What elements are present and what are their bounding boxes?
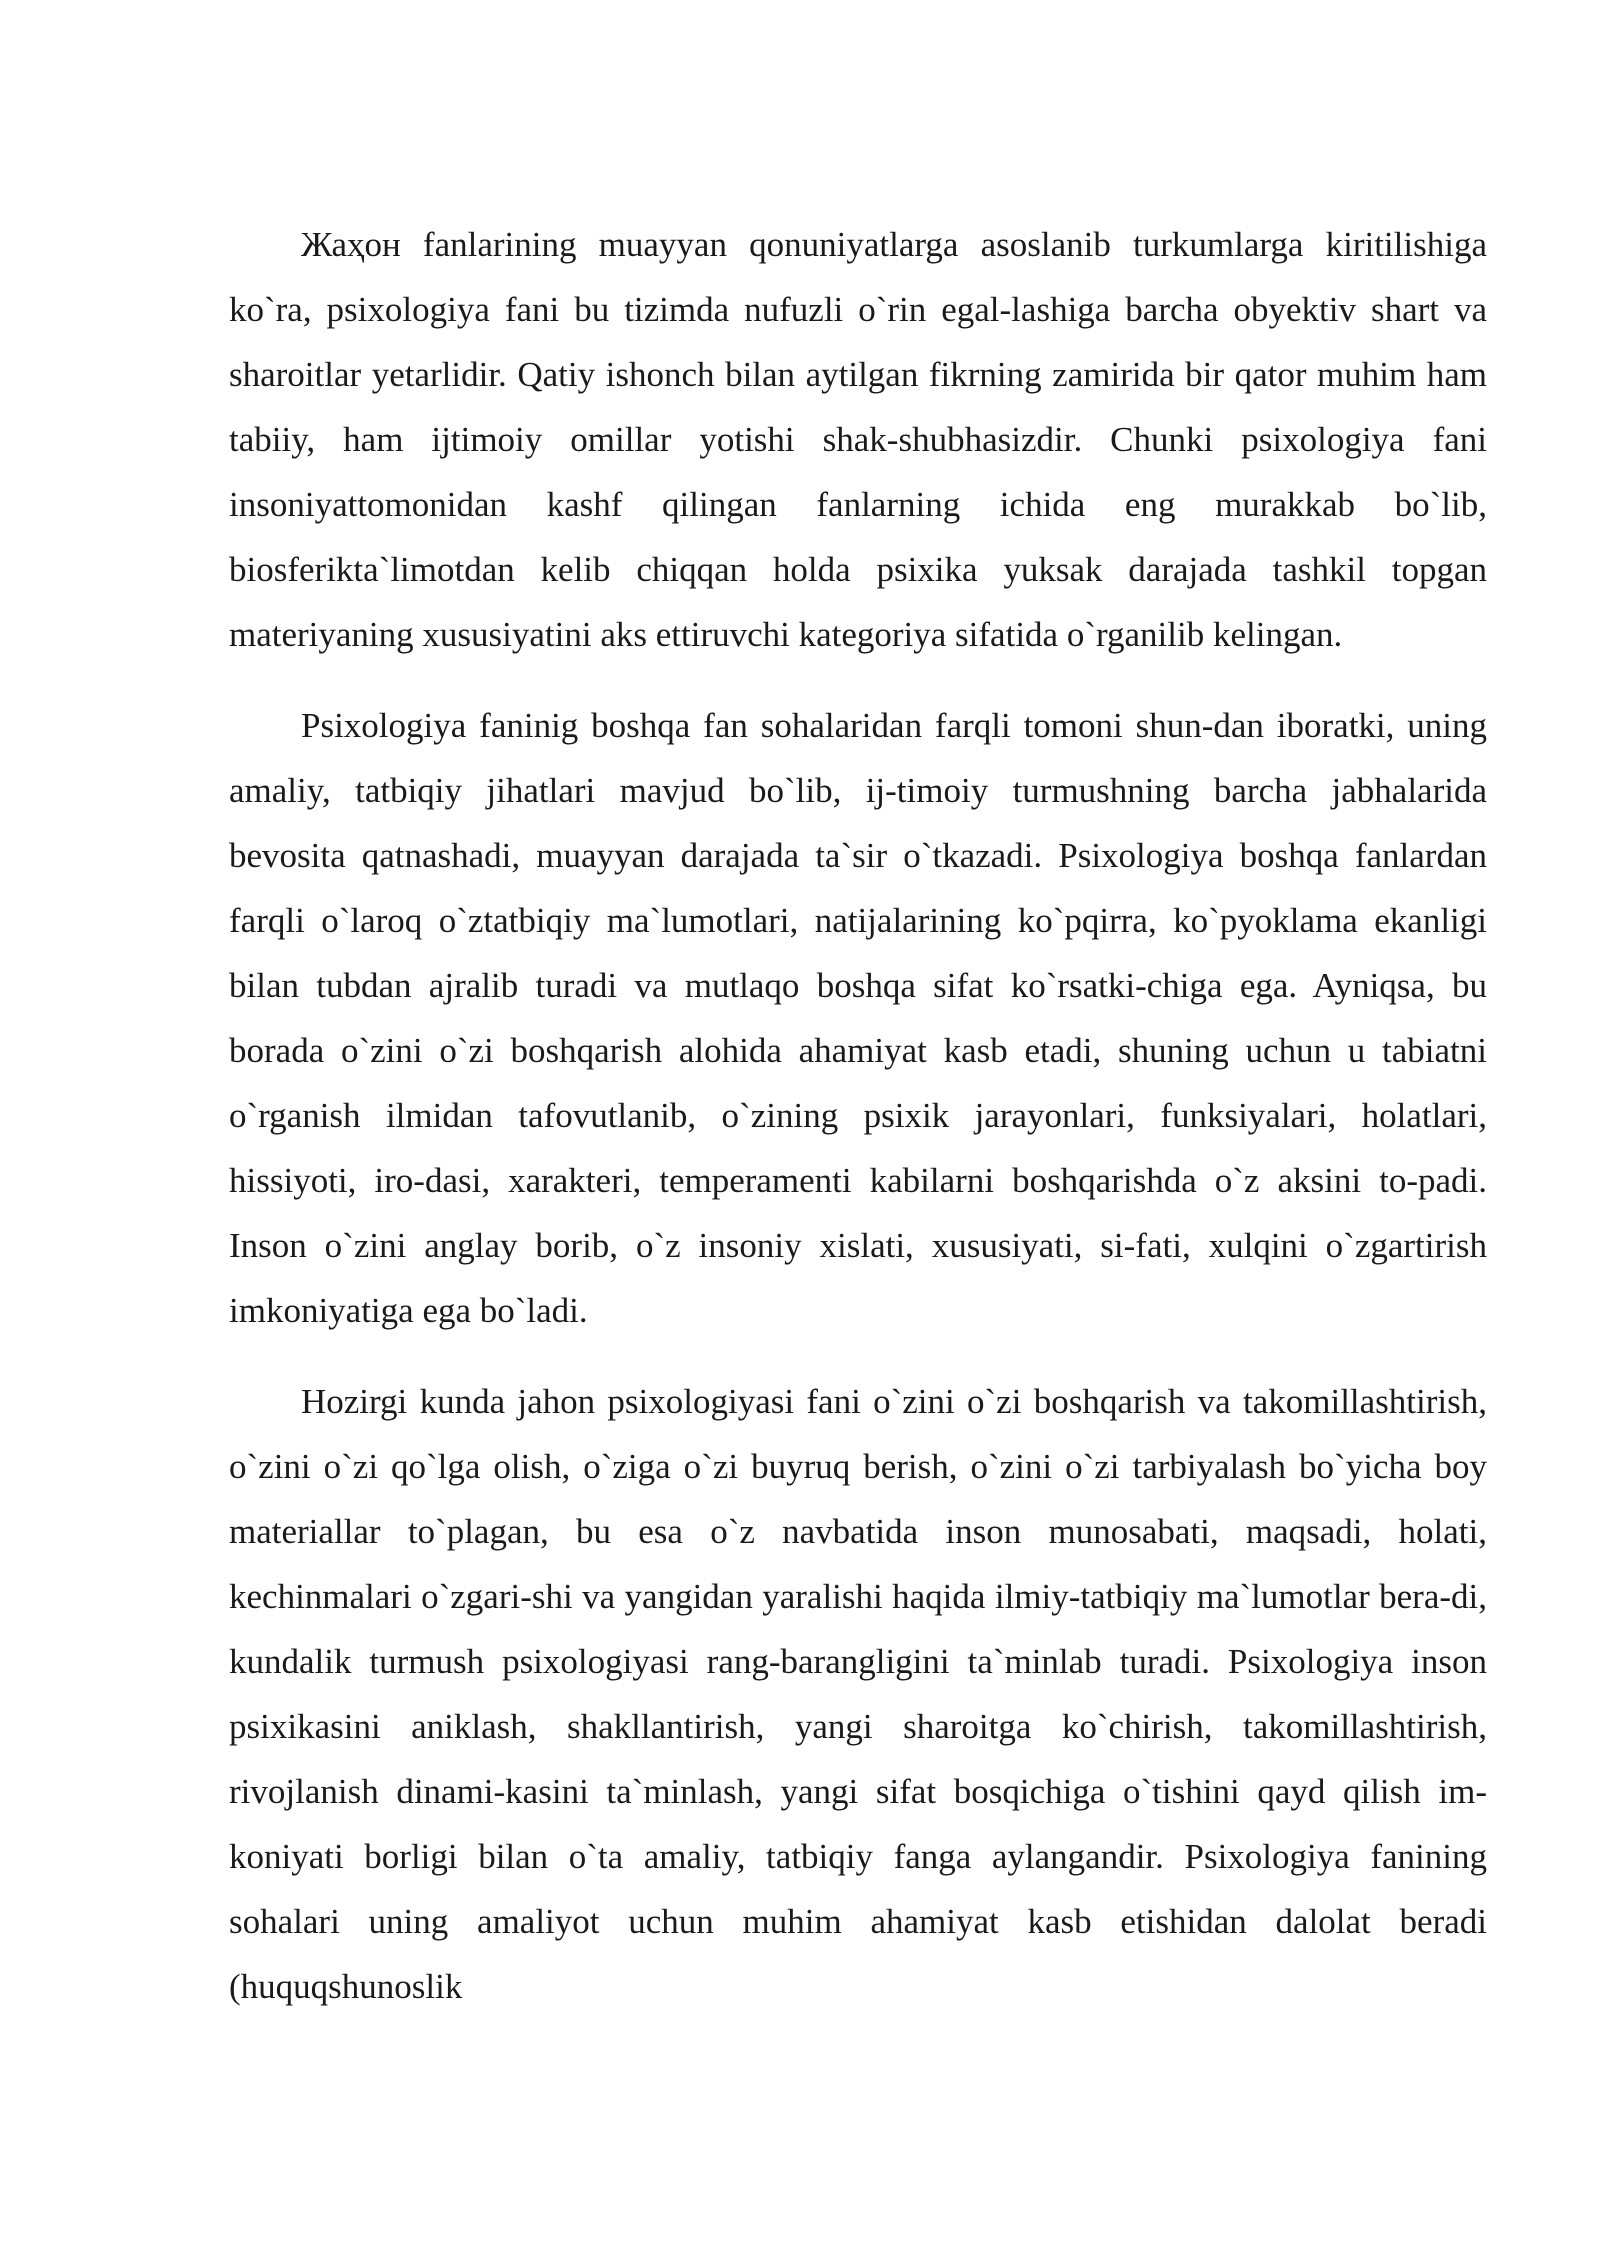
document-body xyxy=(229,212,1487,2019)
paragraph-2: Psixologiya faninig boshqa fan sohalaridan farqli tomoni shun-dan iboratki, uning amaliy, tatbiqiy jihatlari mavjud bo`lib, ij-timoiy turmushning barcha jabhalarida bevosita qatnashadi, muayyan darajada ta`sir o`tkazadi. Psixologiya boshqa fanlardan farqli o`laroq o`ztatbiqiy ma`lumotlari, natijalarining ko`pqirra, ko`pyoklama ekanligi bilan tubdan ajralib turadi va mutlaqo boshqa sifat ko`rsatki-chiga ega. Ayniqsa, bu borada o`zini o`zi boshqarish alohida ahamiyat kasb etadi, shuning uchun u tabiatni o`rganish ilmidan tafovutlanib, o`zining psixik jarayonlari, funksiyalari, holatlari, hissiyoti, iro-dasi, xarakteri, temperamenti kabilarni boshqarishda o`z aksini to-padi. Inson o`zini anglay borib, o`z insoniy xislati, xususiyati, si-fati, xulqini o`zgartirish imkoniyatiga ega bo`ladi. xyxy=(229,706,1487,1330)
paragraph-1: Жаҳон fanlarining muayyan qonuniyatlarga asoslanib turkumlarga kiritilishiga ko`ra, psixologiya fani bu tizimda nufuzli o`rin egal-lashiga barcha obyektiv shart va sharoitlar yetarlidir. Qatiy ishonch bilan aytilgan fikrning zamirida bir qator muhim ham tabiiy, ham ijtimoiy omillar yotishi shak-shubhasizdir. Chunki psixologiya fani insoniyattomonidan kashf qilingan fanlarning ichida eng murakkab bo`lib, biosferikta`limotdan kelib chiqqan holda psixika yuksak darajada tashkil topgan materiyaning xususiyatini aks ettiruvchi kategoriya sifatida o`rganilib kelingan. xyxy=(229,225,1487,654)
paragraph-3: Hozirgi kunda jahon psixologiyasi fani o`zini o`zi boshqarish va takomillashtirish, o`zini o`zi qo`lga olish, o`ziga o`zi buyruq berish, o`zini o`zi tarbiyalash bo`yicha boy materiallar to`plagan, bu esa o`z navbatida inson munosabati, maqsadi, holati, kechinmalari o`zgari-shi va yangidan yaralishi haqida ilmiy-tatbiqiy ma`lumotlar bera-di, kundalik turmush psixologiyasi rang-barangligini ta`minlab turadi. Psixologiya inson psixikasini aniklash, shakllantirish, yangi sharoitga ko`chirish, takomillashtirish, rivojlanish dinami-kasini ta`minlash, yangi sifat bosqichiga o`tishini qayd qilish im-koniyati borligi bilan o`ta amaliy, tatbiqiy fanga aylangandir. Psixologiya fanining sohalari uning amaliyot uchun muhim ahamiyat kasb etishidan dalolat beradi (huquqshunoslik xyxy=(229,1382,1487,2006)
